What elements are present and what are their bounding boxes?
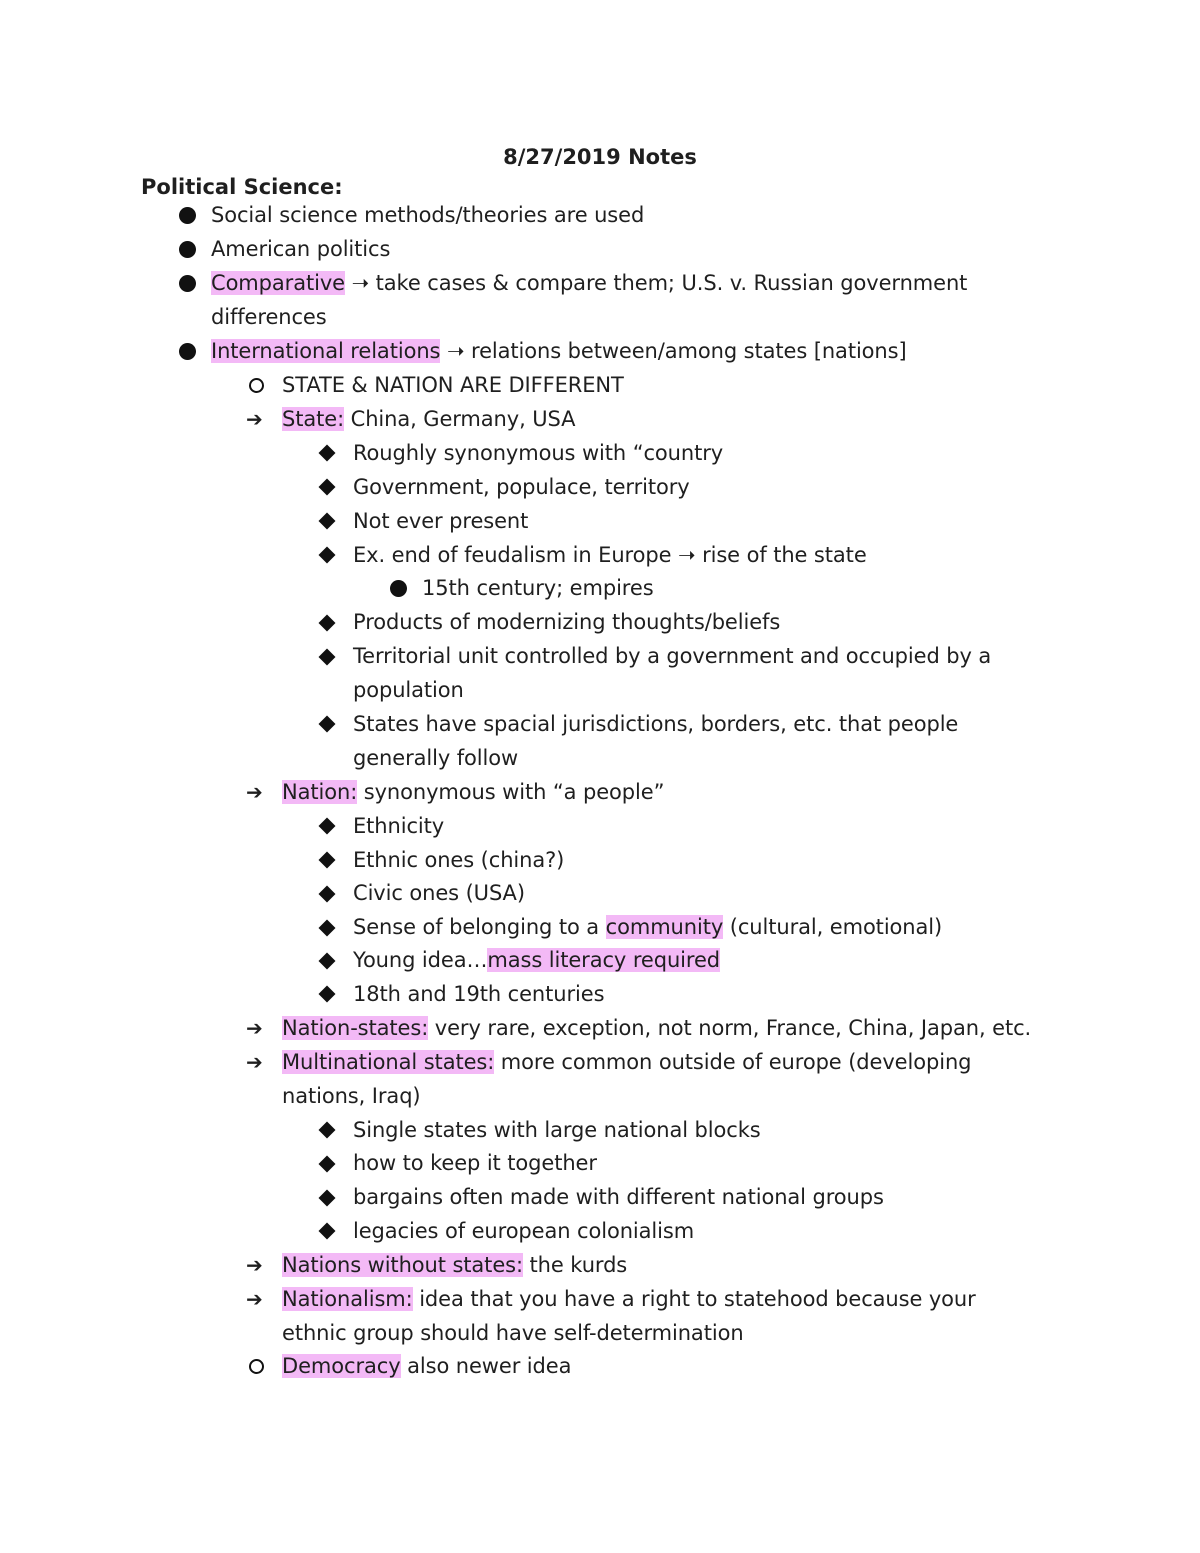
diamond-bullet-icon (319, 953, 336, 970)
list-item (282, 1047, 971, 1077)
highlighted-term: Nationalism: (282, 1287, 413, 1311)
list-item-continuation: generally follow (353, 746, 519, 770)
diamond-bullet-icon (319, 886, 336, 903)
list-item: States have spacial jurisdictions, borders, etc. that people (353, 712, 959, 736)
list-item: Roughly synonymous with “country (353, 441, 724, 465)
highlighted-term: Multinational states: (282, 1050, 495, 1074)
list-item (282, 1284, 976, 1314)
diamond-bullet-icon (319, 852, 336, 869)
list-item (353, 945, 720, 975)
list-item: 15th century; empires (422, 576, 654, 600)
list-item: Ethnicity (353, 814, 445, 838)
diamond-bullet-icon (319, 1190, 336, 1207)
diamond-bullet-icon (319, 1122, 336, 1139)
arrow-bullet-icon: ➔ (246, 780, 263, 804)
list-item: legacies of european colonialism (353, 1219, 695, 1243)
highlighted-term: Comparative (211, 271, 345, 295)
list-item (211, 268, 967, 298)
diamond-bullet-icon (319, 1156, 336, 1173)
list-item-text: (cultural, emotional) (723, 915, 943, 939)
arrow-bullet-icon: ➔ (246, 1287, 263, 1311)
highlighted-term: Nation: (282, 780, 358, 804)
highlighted-term: International relations (211, 339, 441, 363)
list-item: 18th and 19th centuries (353, 982, 605, 1006)
list-item: Single states with large national blocks (353, 1118, 761, 1142)
diamond-bullet-icon (319, 547, 336, 564)
list-item-text: synonymous with “a people” (357, 780, 665, 804)
list-item-continuation: ethnic group should have self-determination (282, 1321, 744, 1345)
list-item-text: Sense of belonging to a (353, 915, 606, 939)
filled-bullet-icon (179, 343, 196, 360)
list-item-continuation: differences (211, 305, 327, 329)
arrow-bullet-icon: ➔ (246, 1016, 263, 1040)
diamond-bullet-icon (319, 818, 336, 835)
list-item-text: Young idea… (353, 948, 488, 972)
diamond-bullet-icon (319, 479, 336, 496)
list-item: Products of modernizing thoughts/beliefs (353, 610, 781, 634)
list-item: STATE & NATION ARE DIFFERENT (282, 373, 624, 397)
filled-bullet-icon (179, 275, 196, 292)
list-item (282, 404, 575, 434)
list-item-text: also newer idea (400, 1354, 572, 1378)
diamond-bullet-icon (319, 445, 336, 462)
diamond-bullet-icon (319, 920, 336, 937)
diamond-bullet-icon (319, 986, 336, 1003)
list-item: Social science methods/theories are used (211, 203, 645, 227)
highlighted-term: mass literacy required (487, 948, 721, 972)
list-item (282, 1351, 571, 1381)
list-item: how to keep it together (353, 1151, 597, 1175)
section-heading: Political Science: (141, 175, 343, 199)
page-title: 8/27/2019 Notes (503, 145, 697, 169)
filled-bullet-icon (390, 580, 407, 597)
list-item-text: very rare, exception, not norm, France, China, Japan, etc. (428, 1016, 1032, 1040)
arrow-bullet-icon: ➔ (246, 1050, 263, 1074)
list-item-text: ➝ take cases & compare them; U.S. v. Russian government (345, 271, 968, 295)
diamond-bullet-icon (319, 649, 336, 666)
list-item-continuation: nations, Iraq) (282, 1084, 421, 1108)
list-item-text: the kurds (522, 1253, 628, 1277)
list-item (353, 912, 942, 942)
list-item: Not ever present (353, 509, 529, 533)
list-item-text: idea that you have a right to statehood because your (412, 1287, 976, 1311)
list-item (282, 1013, 1031, 1043)
list-item: American politics (211, 237, 391, 261)
highlighted-term: community (605, 915, 724, 939)
highlighted-term: State: (282, 407, 345, 431)
diamond-bullet-icon (319, 716, 336, 733)
diamond-bullet-icon (319, 615, 336, 632)
list-item (211, 336, 907, 366)
highlighted-term: Nation-states: (282, 1016, 429, 1040)
list-item-text: ➝ relations between/among states [nations] (440, 339, 907, 363)
list-item: Civic ones (USA) (353, 881, 525, 905)
hollow-bullet-icon (249, 1359, 264, 1374)
hollow-bullet-icon (249, 378, 264, 393)
filled-bullet-icon (179, 207, 196, 224)
list-item: bargains often made with different national groups (353, 1185, 884, 1209)
diamond-bullet-icon (319, 1223, 336, 1240)
highlighted-term: Democracy (282, 1354, 401, 1378)
highlighted-term: Nations without states: (282, 1253, 523, 1277)
diamond-bullet-icon (319, 513, 336, 530)
list-item-text: more common outside of europe (developing (494, 1050, 972, 1074)
filled-bullet-icon (179, 241, 196, 258)
list-item-continuation: population (353, 678, 464, 702)
arrow-bullet-icon: ➔ (246, 407, 263, 431)
list-item-text: China, Germany, USA (344, 407, 576, 431)
list-item: Ex. end of feudalism in Europe ➝ rise of the state (353, 543, 867, 567)
list-item (282, 1250, 627, 1280)
list-item: Ethnic ones (china?) (353, 848, 565, 872)
list-item: Territorial unit controlled by a government and occupied by a (353, 644, 992, 668)
list-item: Government, populace, territory (353, 475, 690, 499)
arrow-bullet-icon: ➔ (246, 1253, 263, 1277)
list-item (282, 777, 664, 807)
